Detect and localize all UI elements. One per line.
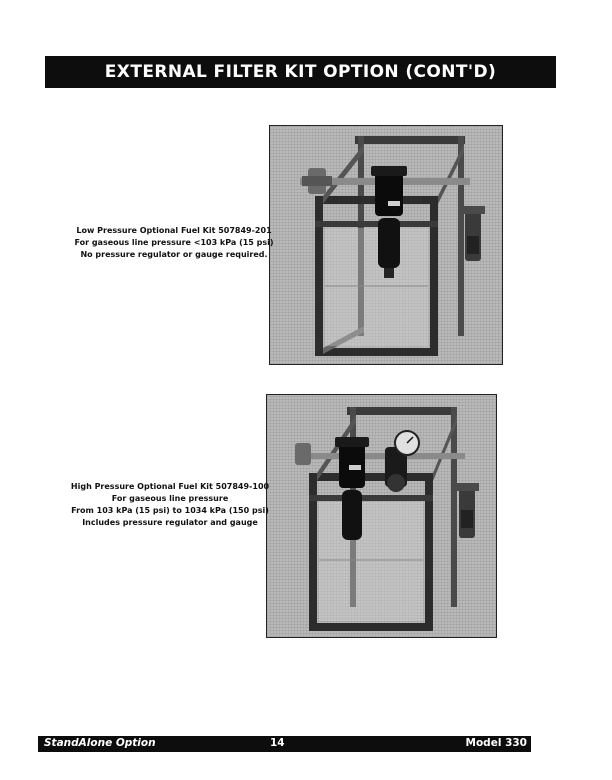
caption-line: Low Pressure Optional Fuel Kit 507849-201 [76,226,272,235]
high-pressure-kit-illustration [267,395,496,637]
caption-line: High Pressure Optional Fuel Kit 507849-100 [70,482,270,491]
caption-line: No pressure regulator or gauge required. [80,250,268,259]
caption-line: From 103 kPa (15 psi) to 1034 kPa (150 psi) [71,506,269,515]
page-footer [38,736,531,752]
footer-model-name: Model 330 [465,737,527,749]
high-pressure-kit-caption [60,481,280,529]
caption-line: Includes pressure regulator and gauge [82,518,258,527]
page-title: EXTERNAL FILTER KIT OPTION (CONT'D) [104,62,497,82]
low-pressure-kit-caption [64,225,284,261]
low-pressure-kit-photo [269,125,503,365]
caption-line: For gaseous line pressure <103 kPa (15 psi) [74,238,274,247]
high-pressure-kit-photo [266,394,497,638]
caption-line: For gaseous line pressure [111,494,229,503]
footer-section-name: StandAlone Option [44,737,156,749]
footer-page-number: 14 [270,737,285,749]
low-pressure-kit-illustration [270,126,502,364]
page-title-bar [45,56,556,88]
